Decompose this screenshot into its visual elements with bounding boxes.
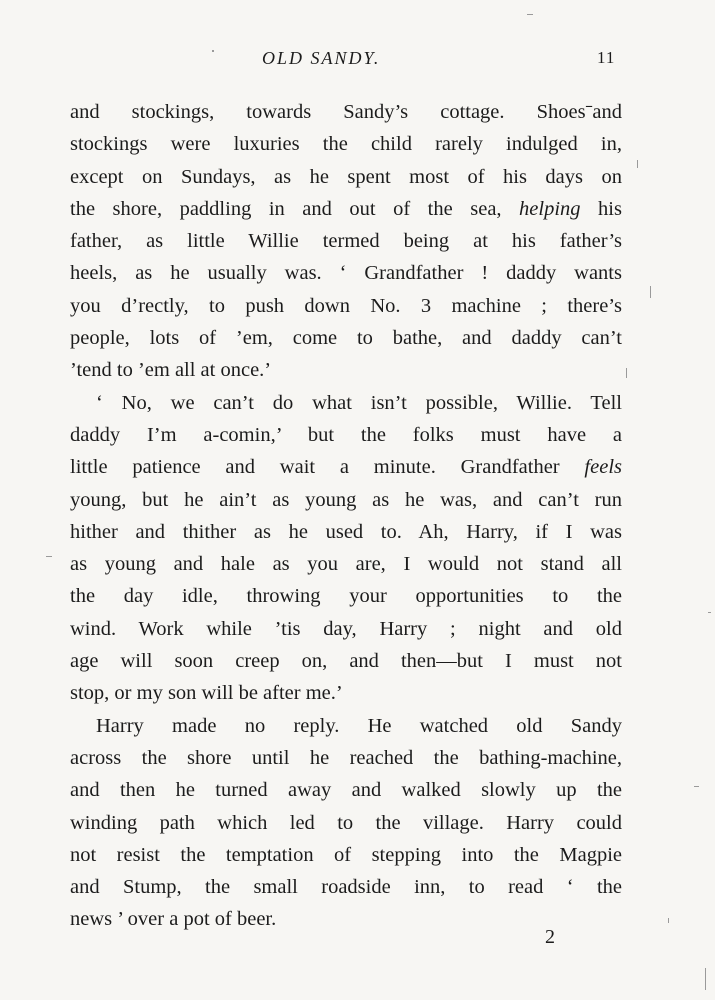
paper-speck [212, 50, 214, 52]
page-number: 11 [597, 48, 616, 67]
text-line: stop, or my son will be after me.’ [70, 682, 343, 705]
running-head [0, 48, 715, 72]
running-title: OLD SANDY. [262, 48, 381, 68]
text-line: little patience and wait a minute. Grandfather feels [70, 456, 622, 479]
text-line: not resist the temptation of stepping into the Magpie [70, 843, 622, 866]
body-text [70, 96, 622, 936]
text-line: news ’ over a pot of beer. [70, 908, 277, 931]
paper-speck [626, 368, 627, 378]
paper-speck [637, 160, 638, 168]
text-line: age will soon creep on, and then—but I must not [70, 650, 622, 673]
text-line: wind. Work while ’tis day, Harry ; night and old [70, 617, 622, 640]
text-line: and then he turned away and walked slowly up the [70, 779, 622, 802]
text-line: father, as little Willie termed being at his father’s [70, 230, 622, 253]
text-line: stockings were luxuries the child rarely indulged in, [70, 133, 622, 156]
paper-speck [708, 612, 711, 613]
text-line: you d’rectly, to push down No. 3 machine ; there’s [70, 294, 622, 317]
paper-speck [705, 968, 706, 990]
text-line: the shore, paddling in and out of the sea, helping his [70, 197, 622, 220]
text-line: Harry made no reply. He watched old Sandy [96, 714, 622, 737]
text-line: and stockings, towards Sandy’s cottage. Shoesˉand [70, 101, 622, 123]
emphasized-word: helping [519, 197, 581, 220]
paper-speck [694, 786, 699, 787]
text-line: across the shore until he reached the bathing-machine, [70, 746, 622, 769]
text-line: ’tend to ’em all at once.’ [70, 359, 272, 382]
text-line: ‘ No, we can’t do what isn’t possible, Willie. Tell [96, 391, 622, 414]
paper-speck [46, 556, 52, 557]
signature-mark: 2 [545, 926, 555, 948]
text-line: the day idle, throwing your opportunities to the [70, 585, 622, 608]
text-line: as young and hale as you are, I would not stand all [70, 553, 622, 576]
text-line: daddy I’m a-comin,’ but the folks must have a [70, 423, 622, 446]
text-line: and Stump, the small roadside inn, to read ‘ the [70, 876, 622, 899]
paper-speck [668, 918, 669, 923]
text-line: people, lots of ’em, come to bathe, and daddy can’t [70, 327, 622, 350]
text-line: winding path which led to the village. Harry could [70, 811, 622, 834]
text-line: young, but he ain’t as young as he was, and can’t run [70, 488, 622, 511]
text-line: except on Sundays, as he spent most of his days on [70, 165, 622, 188]
emphasized-word: feels [584, 456, 622, 479]
text-line: hither and thither as he used to. Ah, Harry, if I was [70, 520, 622, 543]
paper-speck [650, 286, 651, 298]
paper-speck [527, 14, 533, 15]
text-line: heels, as he usually was. ‘ Grandfather ! daddy wants [70, 262, 622, 285]
